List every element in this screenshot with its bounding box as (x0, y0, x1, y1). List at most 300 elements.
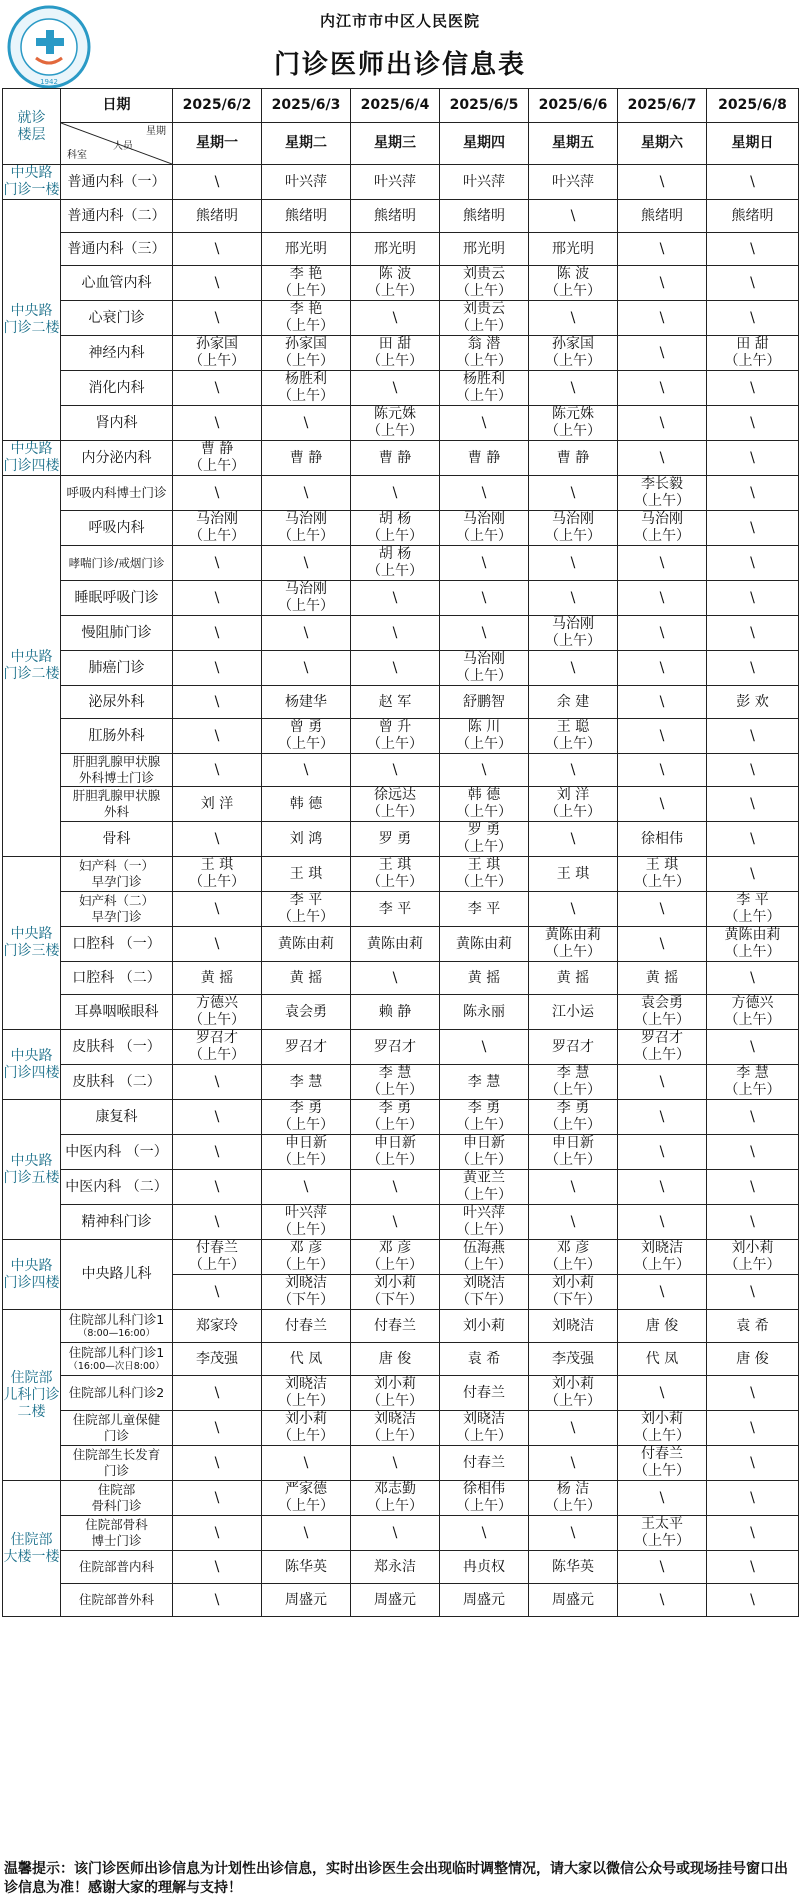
date-cell: 2025/6/2 (173, 89, 262, 123)
doctor-name: \ (659, 414, 665, 431)
doctor-cell (262, 1205, 351, 1240)
doctor-cell (262, 1240, 351, 1275)
doctor-cell (529, 1205, 618, 1240)
schedule-row (3, 1411, 799, 1446)
doctor-cell (173, 686, 262, 719)
doctor-cell (707, 787, 799, 822)
department-cell (61, 857, 173, 892)
doctor-cell (351, 754, 440, 787)
doctor-name: 杨建华 (285, 693, 327, 710)
doctor-cell (440, 406, 529, 441)
doctor-cell (440, 1030, 529, 1065)
doctor-cell (707, 165, 799, 200)
doctor-name: 杨 洁 （上午） (545, 1481, 601, 1514)
doctor-cell (618, 165, 707, 200)
doctor-cell (351, 546, 440, 581)
doctor-cell (707, 546, 799, 581)
doctor-cell (618, 754, 707, 787)
doctor-cell (529, 371, 618, 406)
doctor-cell (618, 1343, 707, 1376)
floor-label: 住院部 儿科门诊 二楼 (3, 1369, 60, 1420)
doctor-name: 王 琪 (289, 865, 323, 882)
doctor-cell (440, 822, 529, 857)
doctor-name: \ (659, 1213, 665, 1230)
doctor-name: \ (214, 1108, 220, 1125)
doctor-name: 刘晓洁 （下午） (278, 1275, 334, 1308)
doctor-cell (618, 1376, 707, 1411)
doctor-name: 孙家国 （上午） (545, 336, 601, 369)
doctor-name: 代 凤 (289, 1350, 323, 1367)
doctor-name: \ (570, 484, 576, 501)
doctor-name: \ (214, 1591, 220, 1608)
doctor-cell (529, 1584, 618, 1617)
doctor-cell (351, 616, 440, 651)
doctor-name: \ (750, 484, 755, 501)
department-name: 哮喘门诊/戒烟门诊 (68, 555, 165, 570)
doctor-name: 陈永丽 (463, 1003, 505, 1020)
doctor-cell (351, 686, 440, 719)
doctor-name: 刘贵云 （上午） (456, 301, 512, 334)
doctor-cell (351, 1516, 440, 1551)
department-name: 住院部儿科门诊2 (68, 1385, 165, 1400)
doctor-cell (173, 336, 262, 371)
doctor-name: 周盛元 (463, 1591, 505, 1608)
doctor-name: \ (392, 484, 398, 501)
doctor-cell (173, 1481, 262, 1516)
doctor-cell (529, 616, 618, 651)
doctor-name: 刘小莉 (463, 1317, 505, 1334)
doctor-cell (618, 1275, 707, 1310)
schedule-row (3, 1446, 799, 1481)
doctor-cell (707, 892, 799, 927)
doctor-name: 曹 静 （上午） (189, 441, 245, 474)
doctor-name: \ (570, 589, 576, 606)
doctor-name: \ (214, 659, 220, 676)
doctor-cell (440, 857, 529, 892)
doctor-cell (618, 511, 707, 546)
floor-cell (3, 857, 61, 1030)
doctor-cell (351, 336, 440, 371)
doctor-cell (262, 1343, 351, 1376)
doctor-name: 刘小莉 （上午） (724, 1240, 781, 1273)
doctor-cell (173, 546, 262, 581)
doctor-name: \ (750, 379, 755, 396)
doctor-name: 李 平 （上午） (278, 892, 334, 925)
doctor-name: 唐 俊 (645, 1317, 679, 1334)
doctor-cell (262, 1100, 351, 1135)
doctor-cell (529, 336, 618, 371)
schedule-row (3, 1065, 799, 1100)
doctor-name: \ (659, 1558, 665, 1575)
doctor-name: 严家德 （上午） (278, 1481, 334, 1514)
doctor-name: \ (214, 1489, 220, 1506)
doctor-cell (529, 1376, 618, 1411)
doctor-name: \ (750, 554, 755, 571)
doctor-name: 刘小莉 （上午） (367, 1376, 423, 1409)
schedule-row (3, 546, 799, 581)
doctor-cell (351, 301, 440, 336)
schedule-row (3, 892, 799, 927)
doctor-name: 李 勇 （上午） (545, 1100, 601, 1133)
doctor-cell (262, 441, 351, 476)
doctor-name: 陈 川 （上午） (456, 719, 512, 752)
doctor-cell (707, 651, 799, 686)
floor-label: 中央路 门诊四楼 (3, 441, 60, 474)
doctor-cell (440, 651, 529, 686)
floor-header: 就诊 楼层 (3, 89, 61, 165)
corner-person: 人员 (113, 141, 133, 152)
doctor-cell (173, 927, 262, 962)
doctor-cell (440, 266, 529, 301)
doctor-cell (529, 1240, 618, 1275)
doctor-cell (707, 1100, 799, 1135)
doctor-cell (262, 581, 351, 616)
schedule-row (3, 1310, 799, 1343)
doctor-cell (440, 686, 529, 719)
department-name: 住院部骨科 博士门诊 (85, 1517, 148, 1548)
doctor-cell (707, 962, 799, 995)
doctor-name: \ (659, 274, 665, 291)
doctor-cell (262, 1170, 351, 1205)
doctor-name: 黄 摇 (200, 969, 234, 986)
doctor-name: 李长毅 （上午） (634, 476, 690, 509)
schedule-row (3, 371, 799, 406)
doctor-name: 熊绪明 (374, 207, 416, 224)
doctor-cell (351, 1376, 440, 1411)
department-name: 口腔科 （一） (72, 935, 161, 952)
doctor-name: \ (481, 1524, 487, 1541)
department-name: 内分泌内科 (81, 449, 152, 466)
doctor-name: 彭 欢 (736, 693, 769, 710)
doctor-name: 付春兰 (463, 1384, 505, 1401)
schedule-row (3, 476, 799, 511)
doctor-name: 刘小莉 （下午） (367, 1275, 423, 1308)
doctor-name: \ (214, 830, 220, 847)
doctor-name: 黄亚兰 （上午） (456, 1170, 512, 1203)
doctor-cell (351, 651, 440, 686)
corner-weekday: 星期 (146, 126, 166, 137)
doctor-name: \ (570, 900, 576, 917)
doctor-name: 刘晓洁 （上午） (456, 1411, 512, 1444)
doctor-name: \ (570, 1419, 576, 1436)
doctor-cell (351, 1481, 440, 1516)
doctor-cell (529, 1135, 618, 1170)
department-name: 骨科 (102, 830, 131, 847)
doctor-name: \ (214, 173, 220, 190)
doctor-cell (351, 927, 440, 962)
schedule-body (3, 165, 799, 1617)
department-cell (61, 1411, 173, 1446)
doctor-name: 陈 波 （上午） (545, 266, 601, 299)
doctor-name: 罗 勇 （上午） (456, 822, 512, 855)
doctor-cell (618, 892, 707, 927)
doctor-cell (173, 962, 262, 995)
doctor-name: \ (303, 554, 309, 571)
department-name: 住院部儿童保健 门诊 (72, 1412, 161, 1443)
doctor-name: 李 慧 (289, 1073, 323, 1090)
doctor-cell (262, 686, 351, 719)
doctor-cell (262, 371, 351, 406)
doctor-cell (440, 1065, 529, 1100)
doctor-cell (529, 1100, 618, 1135)
schedule-row (3, 581, 799, 616)
doctor-name: 马治刚 （上午） (189, 511, 245, 544)
department-name: 妇产科（一） 早孕门诊 (78, 858, 154, 889)
doctor-cell (707, 686, 799, 719)
doctor-cell (707, 1411, 799, 1446)
doctor-name: 邢光明 (374, 240, 416, 257)
doctor-cell (440, 233, 529, 266)
doctor-cell (707, 1343, 799, 1376)
doctor-name: 申日新 （上午） (278, 1135, 334, 1168)
doctor-name: 孙家国 （上午） (278, 336, 334, 369)
doctor-name: 邓 彦 （上午） (545, 1240, 601, 1273)
doctor-cell (529, 719, 618, 754)
doctor-name: 袁 希 (736, 1317, 769, 1334)
doctor-name: \ (570, 659, 576, 676)
department-cell (61, 511, 173, 546)
department-cell (61, 1551, 173, 1584)
department-cell (61, 165, 173, 200)
doctor-cell (440, 1446, 529, 1481)
doctor-cell (618, 233, 707, 266)
doctor-name: 黄 摇 (467, 969, 501, 986)
department-cell (61, 301, 173, 336)
doctor-name: \ (214, 693, 220, 710)
doctor-cell (440, 301, 529, 336)
department-cell (61, 1310, 173, 1343)
department-name: 妇产科（二） 早孕门诊 (78, 893, 154, 924)
doctor-cell (173, 406, 262, 441)
department-name: 普通内科（二） (67, 207, 166, 224)
doctor-cell (618, 616, 707, 651)
doctor-cell (707, 1551, 799, 1584)
doctor-cell (173, 787, 262, 822)
doctor-cell (529, 962, 618, 995)
department-name: 耳鼻咽喉眼科 (74, 1003, 159, 1020)
doctor-name: 李 勇 （上午） (456, 1100, 512, 1133)
doctor-cell (529, 822, 618, 857)
doctor-name: 马治刚 （上午） (545, 616, 601, 649)
doctor-cell (351, 200, 440, 233)
doctor-name: \ (659, 659, 665, 676)
doctor-name: \ (214, 1419, 220, 1436)
doctor-name: \ (750, 659, 755, 676)
doctor-cell (707, 1516, 799, 1551)
doctor-name: 付春兰 （上午） (189, 1240, 245, 1273)
department-cell (61, 1240, 173, 1310)
schedule-row (3, 511, 799, 546)
date-cell: 2025/6/4 (351, 89, 440, 123)
doctor-cell (262, 1030, 351, 1065)
doctor-name: 王 琪 （上午） (367, 857, 423, 890)
department-cell (61, 686, 173, 719)
doctor-cell (529, 1065, 618, 1100)
department-name: 普通内科（三） (67, 240, 166, 257)
weekday-cell: 星期六 (618, 123, 707, 165)
doctor-cell (262, 754, 351, 787)
doctor-cell (262, 266, 351, 301)
doctor-cell (173, 822, 262, 857)
doctor-cell (351, 1030, 440, 1065)
doctor-name: 李 慧 （上午） (367, 1065, 423, 1098)
doctor-cell (618, 1516, 707, 1551)
doctor-name: 徐远达 （上午） (367, 787, 423, 820)
doctor-cell (173, 1584, 262, 1617)
doctor-name: \ (659, 379, 665, 396)
floor-label: 中央路 门诊二楼 (3, 649, 60, 682)
schedule-row (3, 1030, 799, 1065)
doctor-cell (173, 1030, 262, 1065)
doctor-cell (529, 892, 618, 927)
doctor-cell (707, 1170, 799, 1205)
doctor-name: \ (214, 589, 220, 606)
floor-cell (3, 1240, 61, 1310)
notice-text: 温馨提示：该门诊医师出诊信息为计划性出诊信息，实时出诊医生会出现临时调整情况，请大家以微信公众号或现场挂号窗口出诊信息为准！感谢大家的理解与支持！ (4, 1861, 788, 1896)
doctor-name: \ (659, 554, 665, 571)
doctor-name: \ (750, 1454, 755, 1471)
doctor-cell (351, 787, 440, 822)
doctor-cell (440, 200, 529, 233)
doctor-cell (173, 511, 262, 546)
doctor-cell (529, 1310, 618, 1343)
doctor-name: 王太平 （上午） (634, 1516, 690, 1549)
date-cell: 2025/6/7 (618, 89, 707, 123)
doctor-cell (262, 1481, 351, 1516)
doctor-cell (618, 1065, 707, 1100)
doctor-name: \ (750, 830, 755, 847)
weekday-cell: 星期二 (262, 123, 351, 165)
doctor-cell (529, 511, 618, 546)
doctor-name: \ (750, 414, 755, 431)
department-cell (61, 927, 173, 962)
department-name: 泌尿外科 (88, 693, 145, 710)
doctor-name: 黄陈由莉 (456, 935, 512, 952)
doctor-cell (618, 995, 707, 1030)
doctor-cell (618, 1170, 707, 1205)
doctor-name: 付春兰 (463, 1454, 505, 1471)
doctor-cell (440, 1551, 529, 1584)
doctor-name: \ (659, 344, 665, 361)
department-name: 精神科门诊 (81, 1213, 152, 1230)
doctor-cell (351, 1446, 440, 1481)
doctor-name: 余 建 (556, 693, 590, 710)
doctor-cell (262, 200, 351, 233)
doctor-cell (262, 1310, 351, 1343)
doctor-name: 马治刚 （上午） (278, 581, 334, 614)
doctor-cell (618, 371, 707, 406)
doctor-name: 刘贵云 （上午） (456, 266, 512, 299)
department-name: 普通内科（一） (67, 173, 166, 190)
doctor-cell (618, 1205, 707, 1240)
doctor-cell (529, 1343, 618, 1376)
doctor-name: 曹 静 (467, 449, 501, 466)
doctor-name: 李 慧 (467, 1073, 501, 1090)
doctor-name: 方德兴 （上午） (189, 995, 245, 1028)
floor-cell (3, 1310, 61, 1481)
doctor-cell (173, 651, 262, 686)
doctor-name: \ (481, 554, 487, 571)
doctor-cell (618, 822, 707, 857)
doctor-cell (173, 301, 262, 336)
doctor-name: 赵 军 (378, 693, 412, 710)
schedule-row (3, 616, 799, 651)
doctor-name: \ (392, 659, 398, 676)
schedule-row (3, 927, 799, 962)
doctor-name: \ (214, 1558, 220, 1575)
doctor-cell (351, 857, 440, 892)
doctor-name: 李 平 (378, 900, 412, 917)
doctor-name: 郑家玲 (196, 1317, 238, 1334)
doctor-cell (707, 336, 799, 371)
doctor-cell (351, 1310, 440, 1343)
doctor-name: 熊绪明 (641, 207, 683, 224)
doctor-cell (262, 719, 351, 754)
doctor-name: 陈元姝 （上午） (367, 406, 423, 439)
doctor-cell (173, 1135, 262, 1170)
doctor-cell (707, 1481, 799, 1516)
doctor-name: 李茂强 (196, 1350, 238, 1367)
doctor-cell (707, 200, 799, 233)
department-name: 康复科 (95, 1108, 138, 1125)
department-cell (61, 200, 173, 233)
doctor-name: \ (750, 795, 755, 812)
doctor-name: 翁 潜 （上午） (456, 336, 512, 369)
doctor-cell (351, 1100, 440, 1135)
doctor-name: \ (750, 1524, 755, 1541)
doctor-name: \ (659, 589, 665, 606)
schedule-row (3, 1100, 799, 1135)
doctor-name: \ (750, 1591, 755, 1608)
doctor-cell (707, 1275, 799, 1310)
doctor-cell (707, 927, 799, 962)
doctor-name: 陈元姝 （上午） (545, 406, 601, 439)
doctor-cell (618, 406, 707, 441)
doctor-cell (351, 719, 440, 754)
doctor-cell (529, 301, 618, 336)
department-name: 住院部普内科 (78, 1559, 154, 1574)
department-name: 肝胆乳腺甲状腺 外科 (72, 788, 161, 819)
doctor-cell (618, 1446, 707, 1481)
doctor-cell (173, 995, 262, 1030)
doctor-cell (529, 1446, 618, 1481)
doctor-cell (440, 511, 529, 546)
doctor-name: 黄 摇 (645, 969, 679, 986)
doctor-cell (529, 165, 618, 200)
date-cell: 2025/6/8 (707, 89, 799, 123)
doctor-name: 韩 德 （上午） (456, 787, 512, 820)
doctor-cell (173, 1551, 262, 1584)
doctor-name: 刘晓洁 (552, 1317, 594, 1334)
doctor-cell (173, 1310, 262, 1343)
doctor-cell (440, 546, 529, 581)
doctor-cell (173, 266, 262, 301)
doctor-name: 曾 升 （上午） (367, 719, 423, 752)
doctor-name: \ (214, 240, 220, 257)
svg-text:1942: 1942 (40, 78, 58, 86)
schedule-row (3, 1376, 799, 1411)
doctor-cell (529, 787, 618, 822)
doctor-cell (173, 754, 262, 787)
doctor-cell (618, 581, 707, 616)
doctor-name: \ (214, 414, 220, 431)
date-row (3, 89, 799, 123)
doctor-cell (262, 1516, 351, 1551)
doctor-cell (173, 1240, 262, 1275)
doctor-cell (529, 476, 618, 511)
doctor-name: 周盛元 (285, 1591, 327, 1608)
floor-cell (3, 441, 61, 476)
